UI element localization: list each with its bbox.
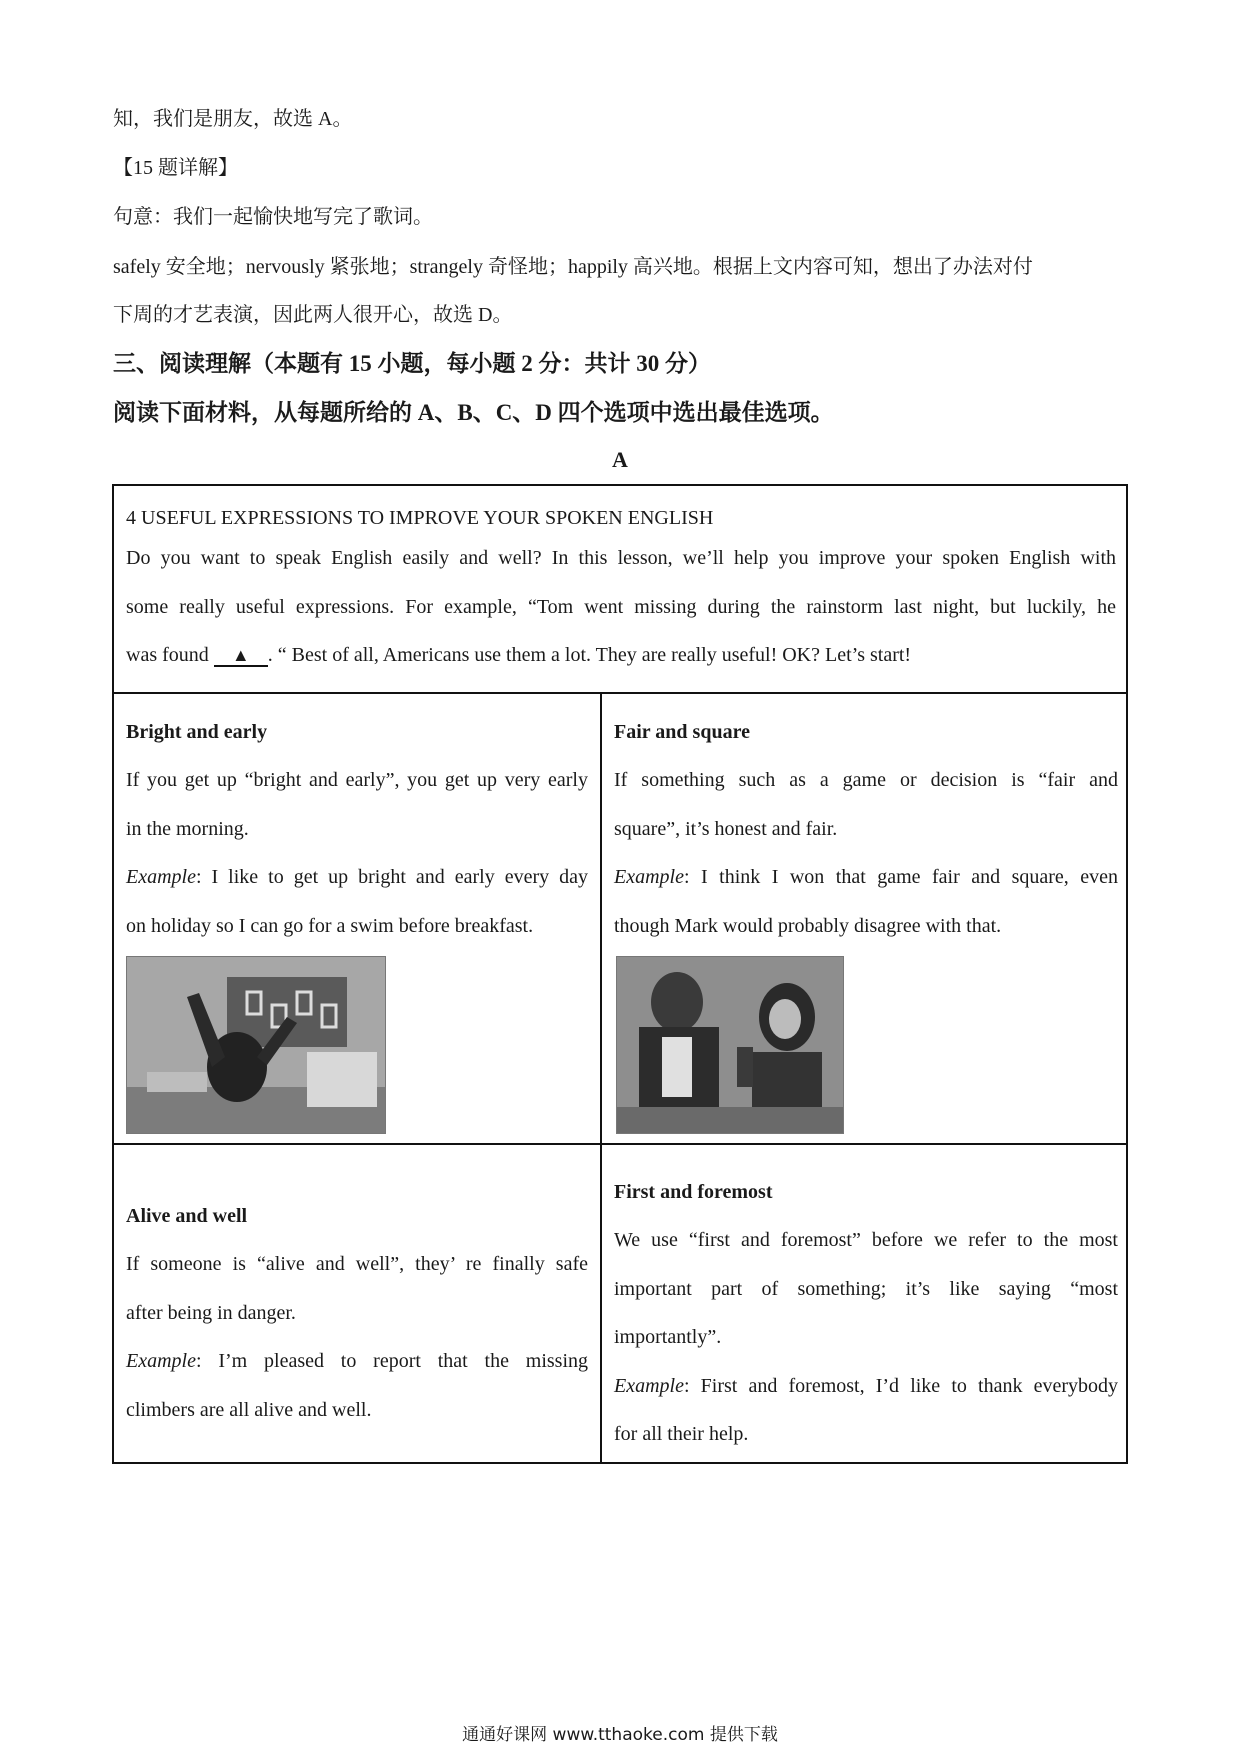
example-line-2: for all their help.	[614, 1423, 749, 1445]
q15-header: 【15 题详解】	[113, 157, 238, 179]
expression-title: First and foremost	[614, 1181, 773, 1203]
definition-line-3: importantly”.	[614, 1326, 722, 1348]
table-divider-vertical	[600, 692, 602, 1462]
example-label: Example	[614, 1374, 684, 1397]
expression-cell-bright-and-early	[126, 708, 588, 950]
example-label: Example	[126, 1350, 196, 1372]
passage-line-3-end: . “ Best of all, Americans use them a lot. They are really useful! OK? Let’s start!	[267, 644, 912, 666]
section-instruction: 阅读下面材料，从每题所给的 A、B、C、D 四个选项中选出最佳选项。	[113, 400, 834, 425]
table-divider-horizontal-2	[114, 1143, 1126, 1145]
passage-line-1: Do you want to speak English easily and well? In this lesson, we’ll help you improve your spoken English with	[126, 547, 1116, 569]
passage-line-3	[126, 631, 1116, 680]
example-line-2: though Mark would probably disagree with that.	[614, 914, 1002, 937]
photo-person-stretching-in-bed	[126, 956, 386, 1134]
example-text-1: : I think I won that game fair and square, even	[683, 866, 1118, 888]
passage-intro-cell	[126, 502, 1116, 680]
definition-line-1: If you get up “bright and early”, you get up very early	[126, 769, 588, 791]
expression-cell-alive-and-well	[126, 1192, 588, 1434]
example-line-1	[614, 853, 1118, 902]
example-line-1	[126, 853, 588, 902]
example-label: Example	[126, 866, 196, 888]
expression-title: Alive and well	[126, 1205, 248, 1227]
example-line-2: climbers are all alive and well.	[126, 1398, 372, 1421]
answer-blank: ▲	[214, 645, 268, 667]
page-footer-source: 通通好课网 www.tthaoke.com 提供下载	[462, 1725, 778, 1745]
passage-line-3-start: was found	[126, 644, 209, 666]
q15-meaning: 句意：我们一起愉快地写完了歌词。	[113, 206, 433, 228]
definition-line-2: square”, it’s honest and fair.	[614, 817, 838, 840]
example-text-1: : I like to get up bright and early every day	[195, 866, 588, 888]
table-divider-horizontal-1	[114, 692, 1126, 694]
example-label: Example	[614, 866, 684, 888]
expression-title: Bright and early	[126, 721, 268, 743]
example-text-1: : First and foremost, I’d like to thank everybody	[683, 1374, 1118, 1397]
q15-explanation-line-2: 下周的才艺表演，因此两人很开心，故选 D。	[113, 304, 513, 326]
expression-title: Fair and square	[614, 721, 750, 743]
definition-line-2: in the morning.	[126, 817, 249, 840]
section-title: 三、阅读理解（本题有 15 小题，每小题 2 分：共计 30 分）	[113, 351, 711, 376]
answer-conclusion-line: 知，我们是朋友，故选 A。	[113, 108, 353, 130]
example-line-1	[126, 1337, 588, 1386]
expression-cell-fair-and-square	[614, 708, 1118, 950]
definition-line-1: If something such as a game or decision is “fair and	[614, 769, 1118, 791]
passage-line-2: some really useful expressions. For example, “Tom went missing during the rainstorm last night, but luckily, he	[126, 595, 1116, 618]
example-line-1	[614, 1362, 1118, 1411]
expression-cell-first-and-foremost	[614, 1168, 1118, 1459]
photo-two-people-playing-game	[616, 956, 844, 1134]
definition-line-2: after being in danger.	[126, 1301, 296, 1324]
passage-table	[112, 484, 1128, 1464]
passage-title: 4 USEFUL EXPRESSIONS TO IMPROVE YOUR SPOKEN ENGLISH	[126, 507, 714, 529]
passage-label: A	[612, 447, 628, 472]
definition-line-1: We use “first and foremost” before we refer to the most	[614, 1229, 1118, 1251]
definition-line-1: If someone is “alive and well”, they’ re finally safe	[126, 1253, 588, 1275]
q15-explanation-line-1: safely 安全地；nervously 紧张地；strangely 奇怪地；happily 高兴地。根据上文内容可知，想出了办法对付	[113, 256, 1033, 278]
definition-line-2: important part of something; it’s like saying “most	[614, 1277, 1118, 1300]
example-text-1: : I’m pleased to report that the missing	[195, 1350, 588, 1372]
example-line-2: on holiday so I can go for a swim before breakfast.	[126, 914, 534, 937]
